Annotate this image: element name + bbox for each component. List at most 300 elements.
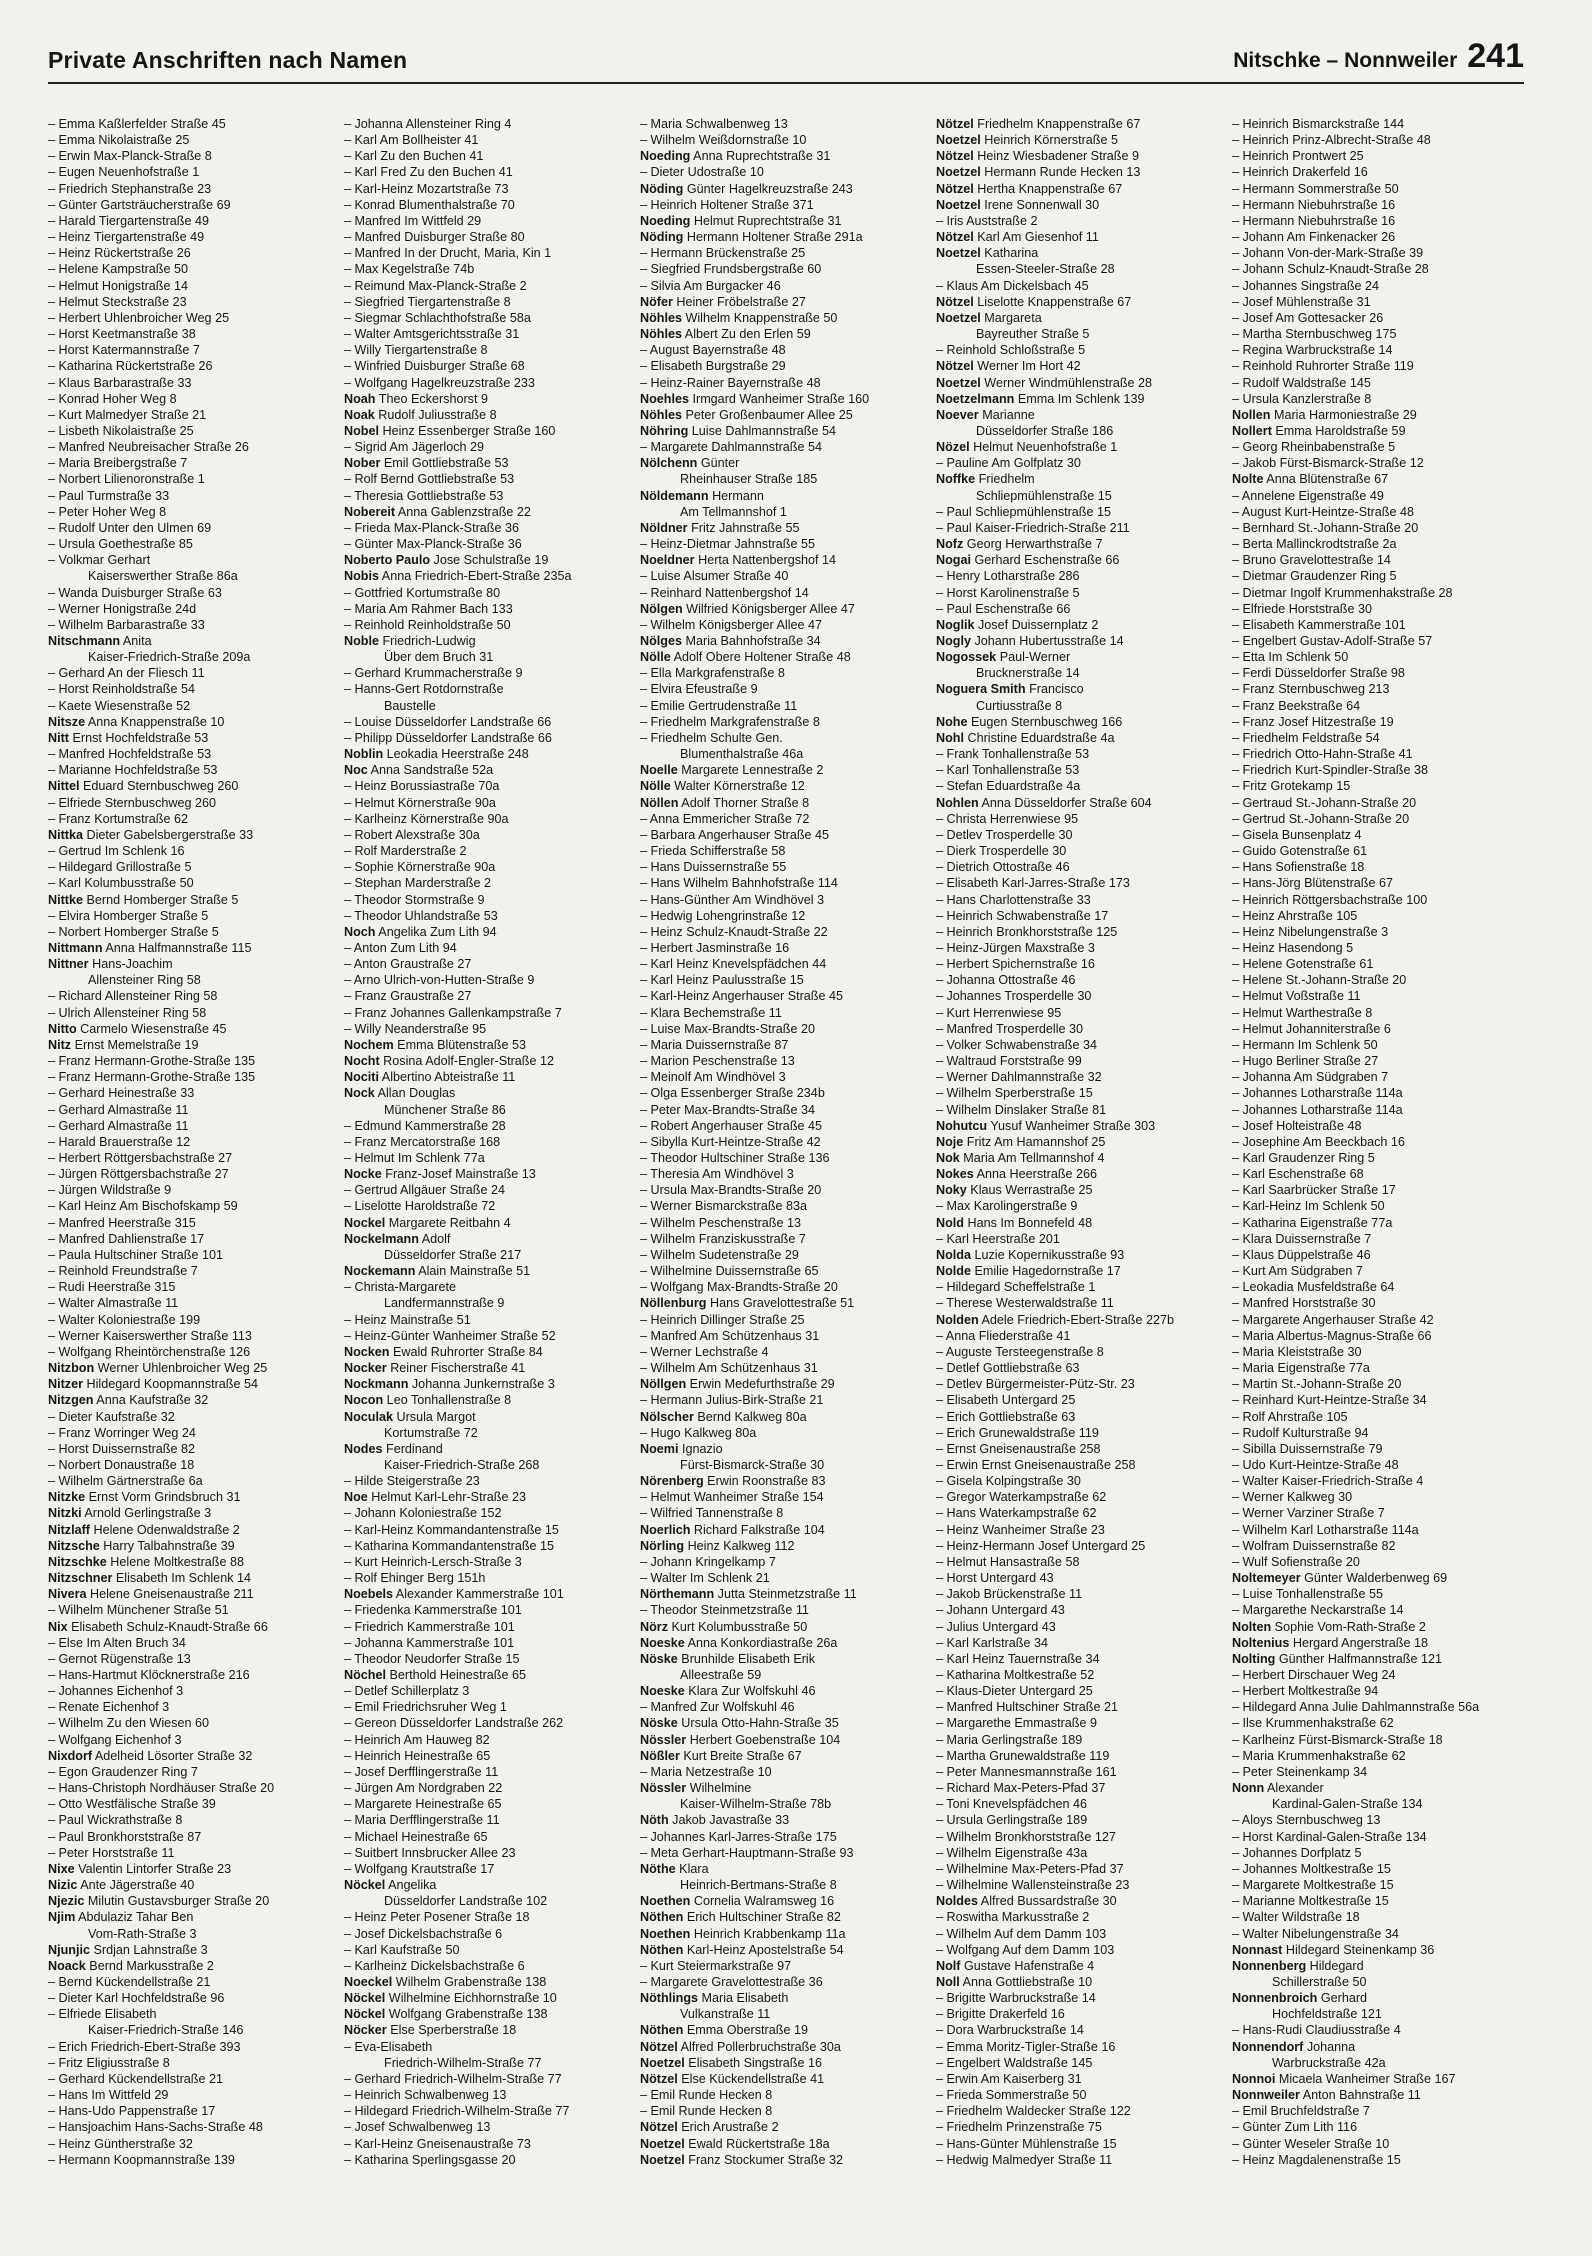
entry-text: – Silvia Am Burgacker 46 — [640, 278, 781, 293]
directory-entry — [48, 1893, 330, 1909]
directory-entry — [344, 665, 626, 681]
surname: Nößler — [640, 1748, 680, 1763]
directory-entry — [344, 536, 626, 552]
entry-text: – Walter Kaiser-Friedrich-Straße 4 — [1232, 1474, 1424, 1489]
directory-entry — [936, 908, 1218, 924]
entry-text: – Heinz Nibelungenstraße 3 — [1232, 924, 1389, 939]
directory-entry — [344, 1215, 626, 1231]
entry-text: Curtiusstraße 8 — [976, 698, 1063, 713]
entry-text: Dieter Gabelsbergerstraße 33 — [83, 827, 254, 842]
directory-entry — [344, 956, 626, 972]
directory-entry — [48, 1796, 330, 1812]
surname: Nöthen — [640, 2023, 684, 2038]
directory-entry — [1232, 1602, 1514, 1618]
directory-entry — [936, 972, 1218, 988]
entry-text: – Johanna Kammerstraße 101 — [344, 1635, 515, 1650]
surname: Nofz — [936, 537, 964, 552]
directory-entry — [344, 439, 626, 455]
entry-text: – Margarete Gravelottestraße 36 — [640, 1974, 823, 1989]
directory-entry — [344, 1748, 626, 1764]
directory-entry — [936, 1909, 1218, 1925]
entry-text: Emma Oberstraße 19 — [683, 2023, 808, 2038]
directory-entry — [48, 681, 330, 697]
entry-text: – Heinrich Am Hauweg 82 — [344, 1732, 490, 1747]
entry-text: Anna Halfmannstraße 115 — [102, 940, 252, 955]
entry-text: Irene Sonnenwall 30 — [980, 197, 1100, 212]
entry-text: – Wolfgang Hagelkreuzstraße 233 — [344, 375, 535, 390]
entry-text: – Heinz Güntherstraße 32 — [48, 2136, 193, 2151]
entry-text: – Heinrich Prinz-Albrecht-Straße 48 — [1232, 133, 1431, 148]
directory-entry — [48, 342, 330, 358]
entry-text: – Jakob Brückenstraße 11 — [936, 1587, 1083, 1602]
directory-entry — [1232, 536, 1514, 552]
directory-entry — [936, 504, 1218, 520]
surname: Nober — [344, 456, 381, 471]
directory-entry — [936, 1505, 1218, 1521]
directory-entry — [48, 1344, 330, 1360]
directory-entry — [936, 278, 1218, 294]
entry-text: – Karlheinz Dickelsbachstraße 6 — [344, 1958, 525, 1973]
entry-text: Kaiser-Wilhelm-Straße 78b — [680, 1797, 832, 1812]
directory-entry — [640, 1554, 922, 1570]
entry-text: – Helene Kampstraße 50 — [48, 262, 189, 277]
directory-entry — [640, 1198, 922, 1214]
directory-entry — [1232, 2087, 1514, 2103]
directory-entry — [640, 892, 922, 908]
directory-entry — [640, 1425, 922, 1441]
entry-text: – Helene St.-Johann-Straße 20 — [1232, 973, 1407, 988]
directory-entry — [936, 1602, 1218, 1618]
entry-text: Am Tellmannshof 1 — [680, 504, 787, 519]
entry-text: – Bruno Gravelottestraße 14 — [1232, 553, 1391, 568]
directory-entry — [344, 972, 626, 988]
surname: Nörling — [640, 1538, 685, 1553]
directory-entry — [344, 1732, 626, 1748]
directory-entry — [936, 1328, 1218, 1344]
entry-text: – Fritz Grotekamp 15 — [1232, 779, 1351, 794]
entry-text: – Emil Runde Hecken 8 — [640, 2104, 773, 2119]
surname: Noeske — [640, 1635, 685, 1650]
entry-text: – Wilfried Tannenstraße 8 — [640, 1506, 784, 1521]
directory-entry — [640, 681, 922, 697]
surname: Nöske — [640, 1716, 678, 1731]
directory-entry — [936, 665, 1218, 681]
entry-text: Kortumstraße 72 — [384, 1425, 478, 1440]
directory-entry — [936, 342, 1218, 358]
entry-text: – Wolfgang Eichenhof 3 — [48, 1732, 182, 1747]
directory-entry — [1232, 213, 1514, 229]
entry-text: – Karl Tonhallenstraße 53 — [936, 763, 1080, 778]
entry-text: Ursula Otto-Hahn-Straße 35 — [677, 1716, 839, 1731]
directory-entry — [344, 1715, 626, 1731]
directory-entry — [640, 423, 922, 439]
entry-text: Adolf Obere Holtener Straße 48 — [670, 650, 851, 665]
entry-text: – Paul Eschenstraße 66 — [936, 601, 1071, 616]
directory-entry — [936, 1861, 1218, 1877]
directory-entry — [344, 617, 626, 633]
directory-entry — [936, 2006, 1218, 2022]
entry-text: – Christa-Margarete — [344, 1280, 456, 1295]
entry-text: – Reinhold Ruhrorter Straße 119 — [1232, 359, 1414, 374]
entry-text: Eduard Sternbuschweg 260 — [79, 779, 239, 794]
directory-entry — [1232, 326, 1514, 342]
directory-entry — [48, 2006, 330, 2022]
directory-entry — [344, 1845, 626, 1861]
entry-text: Anna Sandstraße 52a — [367, 763, 494, 778]
entry-text: – Gisela Kolpingstraße 30 — [936, 1474, 1081, 1489]
entry-text: Kaiser-Friedrich-Straße 146 — [88, 2023, 244, 2038]
directory-entry — [640, 1134, 922, 1150]
directory-entry — [1232, 730, 1514, 746]
entry-text: – Franz Mercatorstraße 168 — [344, 1134, 501, 1149]
directory-entry — [640, 310, 922, 326]
directory-entry — [640, 2136, 922, 2152]
entry-text: – Hans-Hartmut Klöcknerstraße 216 — [48, 1668, 250, 1682]
entry-text: – Maria Netzestraße 10 — [640, 1764, 772, 1779]
surname: Nittel — [48, 779, 80, 794]
surname: Nöcker — [344, 2023, 387, 2038]
directory-entry — [344, 1667, 626, 1683]
directory-entry — [1232, 229, 1514, 245]
entry-text: – Eugen Neuenhofstraße 1 — [48, 165, 200, 180]
entry-text: Heiner Fröbelstraße 27 — [672, 294, 806, 309]
surname: Nölgen — [640, 601, 683, 616]
entry-text: – Liselotte Haroldstraße 72 — [344, 1199, 496, 1214]
surname: Njezic — [48, 1894, 85, 1909]
directory-entry — [48, 1312, 330, 1328]
directory-entry — [640, 1715, 922, 1731]
directory-entry — [640, 1619, 922, 1635]
entry-text: – Maria Krummenhakstraße 62 — [1232, 1748, 1406, 1763]
entry-text: Emma Im Schlenk 139 — [1014, 391, 1145, 406]
directory-entry — [48, 1279, 330, 1295]
directory-entry — [936, 1732, 1218, 1748]
surname: Nöthe — [640, 1861, 676, 1876]
entry-text: – Johanna Am Südgraben 7 — [1232, 1070, 1389, 1085]
entry-text: Helene Gneisenaustraße 211 — [86, 1587, 254, 1602]
entry-text: – Hermann Niebuhrstraße 16 — [1232, 213, 1396, 228]
directory-entry — [936, 245, 1218, 261]
directory-entry — [48, 2152, 330, 2168]
entry-text: – Hanns-Gert Rotdornstraße — [344, 682, 504, 697]
entry-text: Karl-Heinz Apostelstraße 54 — [683, 1942, 844, 1957]
directory-entry — [48, 1198, 330, 1214]
directory-entry — [48, 924, 330, 940]
surname: Nitzke — [48, 1490, 86, 1505]
entry-text: – Udo Kurt-Heintze-Straße 48 — [1232, 1457, 1399, 1472]
entry-text: – Paul Wickrathstraße 8 — [48, 1813, 183, 1828]
entry-text: Hildegard Steinenkamp 36 — [1282, 1942, 1435, 1957]
directory-entry — [640, 811, 922, 827]
directory-entry — [48, 423, 330, 439]
directory-entry — [1232, 2136, 1514, 2152]
surname: Nötzel — [936, 230, 974, 245]
directory-entry — [48, 1182, 330, 1198]
directory-entry — [344, 1926, 626, 1942]
directory-entry — [48, 811, 330, 827]
entry-text: Alexander Kammerstraße 101 — [393, 1587, 564, 1602]
entry-text: – Bernhard St.-Johann-Straße 20 — [1232, 520, 1419, 535]
surname: Noack — [48, 1958, 86, 1973]
directory-entry — [344, 1829, 626, 1845]
entry-text: – Johann Am Finkenacker 26 — [1232, 230, 1396, 245]
surname: Nöske — [640, 1651, 678, 1666]
directory-entry — [48, 504, 330, 520]
entry-text: Friedhelm — [975, 472, 1035, 487]
directory-entry — [48, 1166, 330, 1182]
directory-entry — [640, 1667, 922, 1683]
entry-text: Hertha Knappenstraße 67 — [973, 181, 1123, 196]
entry-text: Heinrich-Bertmans-Straße 8 — [680, 1878, 837, 1893]
directory-entry — [48, 1037, 330, 1053]
surname: Nollen — [1232, 407, 1271, 422]
surname: Nolting — [1232, 1651, 1276, 1666]
entry-text: – Theodor Steinmetzstraße 11 — [640, 1603, 809, 1618]
entry-text: Anna Heerstraße 266 — [973, 1167, 1098, 1182]
entry-text: – Hans-Udo Pappenstraße 17 — [48, 2104, 216, 2119]
directory-entry — [640, 375, 922, 391]
surname: Nölscher — [640, 1409, 694, 1424]
directory-entry — [48, 1619, 330, 1635]
directory-entry — [640, 1150, 922, 1166]
entry-text: – Günter Zum Lith 116 — [1232, 2120, 1358, 2135]
directory-entry — [48, 2022, 330, 2038]
entry-text: – Karl Karlstraße 34 — [936, 1635, 1048, 1650]
entry-text: – Margarete Angerhauser Straße 42 — [1232, 1312, 1434, 1327]
surname: Nitzsche — [48, 1538, 100, 1553]
directory-entry — [1232, 1166, 1514, 1182]
directory-entry — [344, 504, 626, 520]
entry-text: Fritz Jahnstraße 55 — [687, 520, 800, 535]
directory-column-3 — [640, 116, 922, 2236]
entry-text: Peter Großenbaumer Allee 25 — [682, 407, 853, 422]
directory-entry — [936, 1425, 1218, 1441]
directory-entry — [936, 407, 1218, 423]
directory-entry — [936, 714, 1218, 730]
entry-text: – Manfred Trosperdelle 30 — [936, 1021, 1084, 1036]
entry-text: Wolfgang Grabenstraße 138 — [385, 2007, 548, 2022]
entry-text: – Margarete Moltkestraße 15 — [1232, 1878, 1394, 1893]
surname: Nix — [48, 1619, 68, 1634]
entry-text: – Karl Am Bollheister 41 — [344, 133, 479, 148]
surname: Nöckel — [344, 1991, 386, 2006]
surname: Nötzel — [640, 2120, 678, 2135]
directory-entry — [48, 1909, 330, 1925]
directory-entry — [1232, 1069, 1514, 1085]
directory-entry — [344, 1812, 626, 1828]
entry-text: – Paul Bronkhorststraße 87 — [48, 1829, 202, 1844]
entry-text: – Manfred Hochfeldstraße 53 — [48, 747, 212, 762]
directory-entry — [344, 2136, 626, 2152]
directory-entry — [1232, 520, 1514, 536]
directory-entry — [1232, 1780, 1514, 1796]
entry-text: – Josef Am Gottesacker 26 — [1232, 310, 1384, 325]
surname: Nitzschner — [48, 1571, 113, 1586]
entry-text: – Margarete Dahlmannstraße 54 — [640, 440, 823, 455]
directory-entry — [640, 665, 922, 681]
entry-text: – Heinz Tiergartenstraße 49 — [48, 230, 205, 245]
surname: Nolden — [936, 1312, 979, 1327]
entry-text: – Wilhelm Zu den Wiesen 60 — [48, 1716, 209, 1731]
entry-text: Anna Friedrich-Ebert-Straße 235a — [378, 569, 572, 584]
directory-entry — [1232, 471, 1514, 487]
directory-entry — [48, 116, 330, 132]
entry-text: – Harald Tiergartenstraße 49 — [48, 213, 210, 228]
entry-text: Erwin Medefurthstraße 29 — [686, 1377, 835, 1392]
entry-text: – Gerhard Friedrich-Wilhelm-Straße 77 — [344, 2071, 562, 2086]
directory-entry — [48, 326, 330, 342]
directory-entry — [1232, 2022, 1514, 2038]
directory-entry — [344, 730, 626, 746]
directory-entry — [344, 181, 626, 197]
page-header — [48, 37, 1524, 80]
entry-text: Milutin Gustavsburger Straße 20 — [84, 1894, 270, 1909]
directory-entry — [344, 1974, 626, 1990]
directory-entry — [1232, 1667, 1514, 1683]
directory-entry — [48, 988, 330, 1004]
directory-entry — [344, 164, 626, 180]
entry-text: – Winfried Duisburger Straße 68 — [344, 359, 525, 374]
directory-entry — [48, 2039, 330, 2055]
entry-text: – Michael Heinestraße 65 — [344, 1829, 488, 1844]
entry-text: Schliepmühlenstraße 15 — [976, 488, 1112, 503]
entry-text: Albertino Abteistraße 11 — [378, 1070, 516, 1085]
surname: Nötzel — [936, 117, 974, 131]
entry-text: Fritz Am Hamannshof 25 — [963, 1134, 1106, 1149]
directory-entry — [1232, 164, 1514, 180]
entry-text: Werner Im Hort 42 — [973, 359, 1081, 374]
directory-entry — [936, 1457, 1218, 1473]
entry-text: – Frank Tonhallenstraße 53 — [936, 747, 1090, 762]
directory-entry — [48, 714, 330, 730]
directory-entry — [936, 197, 1218, 213]
directory-column-5 — [1232, 116, 1514, 2236]
directory-entry — [640, 1328, 922, 1344]
directory-entry — [640, 164, 922, 180]
directory-entry — [640, 1166, 922, 1182]
directory-entry — [936, 455, 1218, 471]
directory-entry — [640, 455, 922, 471]
directory-entry — [936, 1990, 1218, 2006]
directory-entry — [640, 1958, 922, 1974]
entry-text: – Horst Keetmanstraße 38 — [48, 327, 196, 342]
entry-text: – Wilhelm Weißdornstraße 10 — [640, 133, 807, 148]
entry-text: – Margarethe Emmastraße 9 — [936, 1716, 1097, 1731]
entry-text: – Friedenka Kammerstraße 101 — [344, 1603, 522, 1618]
directory-entry — [936, 1635, 1218, 1651]
entry-text: – Dietmar Ingolf Krummenhakstraße 28 — [1232, 585, 1453, 600]
surname: Nittke — [48, 892, 83, 907]
directory-entry — [640, 1005, 922, 1021]
entry-text: Anna Gottliebstraße 10 — [959, 1974, 1093, 1989]
entry-text: – Heinz Peter Posener Straße 18 — [344, 1910, 530, 1925]
directory-entry — [1232, 988, 1514, 1004]
entry-text: – Wilhelm Peschenstraße 13 — [640, 1215, 801, 1230]
directory-entry — [48, 1554, 330, 1570]
entry-text: Fürst-Bismarck-Straße 30 — [680, 1457, 825, 1472]
entry-text: – Wolfgang Krautstraße 17 — [344, 1861, 495, 1876]
entry-text: – Heinz Wanheimer Straße 23 — [936, 1522, 1105, 1537]
entry-text: – Helmut Johanniterstraße 6 — [1232, 1021, 1391, 1036]
entry-text: – Hermann Niebuhrstraße 16 — [1232, 197, 1396, 212]
directory-entry — [936, 1893, 1218, 1909]
directory-entry — [1232, 407, 1514, 423]
entry-text: – Maria Derfflingerstraße 11 — [344, 1813, 500, 1828]
entry-text: – Regina Warbruckstraße 14 — [1232, 343, 1393, 358]
entry-text: – Jürgen Röttgersbachstraße 27 — [48, 1167, 229, 1182]
directory-entry — [344, 875, 626, 891]
directory-entry — [640, 1699, 922, 1715]
entry-text: Valentin Lintorfer Straße 23 — [74, 1861, 232, 1876]
directory-entry — [1232, 908, 1514, 924]
directory-entry — [640, 908, 922, 924]
entry-text: – Maria Duissernstraße 87 — [640, 1037, 789, 1052]
directory-entry — [48, 1134, 330, 1150]
directory-entry — [1232, 1392, 1514, 1408]
directory-entry — [344, 1392, 626, 1408]
entry-text: Helmut Karl-Lehr-Straße 23 — [367, 1490, 526, 1505]
entry-text: – Marion Peschenstraße 13 — [640, 1054, 795, 1069]
directory-entry — [48, 358, 330, 374]
directory-entry — [1232, 1619, 1514, 1635]
directory-entry — [344, 471, 626, 487]
entry-text: Ursula Margot — [393, 1409, 476, 1424]
entry-text: Rosina Adolf-Engler-Straße 12 — [379, 1054, 554, 1069]
directory-entry — [48, 1263, 330, 1279]
directory-entry — [640, 1263, 922, 1279]
directory-entry — [640, 601, 922, 617]
surname: Noeske — [640, 1684, 685, 1699]
entry-text: – Theresia Am Windhövel 3 — [640, 1167, 794, 1182]
entry-text: – Hugo Kalkweg 80a — [640, 1425, 757, 1440]
directory-entry — [344, 391, 626, 407]
entry-text: – Johann Von-der-Mark-Straße 39 — [1232, 246, 1424, 261]
entry-text: Wilhelmine — [686, 1781, 752, 1796]
directory-entry — [344, 1344, 626, 1360]
directory-entry — [48, 1602, 330, 1618]
entry-text: – Karl-Heinz Kommandantenstraße 15 — [344, 1522, 559, 1537]
directory-entry — [48, 1877, 330, 1893]
surname: Nogly — [936, 634, 971, 648]
directory-entry — [640, 762, 922, 778]
surname: Noble — [344, 634, 379, 648]
directory-entry — [936, 1247, 1218, 1263]
directory-entry — [1232, 1295, 1514, 1311]
entry-text: – Meta Gerhart-Hauptmann-Straße 93 — [640, 1845, 854, 1860]
directory-entry — [640, 2039, 922, 2055]
entry-text: Anna Gablenzstraße 22 — [395, 504, 531, 519]
directory-entry — [1232, 197, 1514, 213]
entry-text: – Theresia Gottliebstraße 53 — [344, 488, 504, 503]
entry-text: Helmut Ruprechtstraße 31 — [690, 213, 842, 228]
entry-text: – Wolfgang Rheintörchenstraße 126 — [48, 1344, 251, 1359]
surname: Nöhles — [640, 327, 682, 342]
surname: Noetzel — [640, 2055, 685, 2070]
directory-entry — [48, 1780, 330, 1796]
directory-entry — [936, 148, 1218, 164]
entry-text: – Karl-Heinz Im Schlenk 50 — [1232, 1199, 1385, 1214]
entry-text: – August Bayernstraße 48 — [640, 343, 786, 358]
entry-text: – Berta Mallinckrodtstraße 2a — [1232, 537, 1397, 552]
entry-text: – Reimund Max-Planck-Straße 2 — [344, 278, 527, 293]
entry-text: – Hans Sofienstraße 18 — [1232, 860, 1365, 875]
directory-entry — [344, 278, 626, 294]
entry-text: – Horst Kardinal-Galen-Straße 134 — [1232, 1829, 1427, 1844]
directory-entry — [936, 1683, 1218, 1699]
directory-entry — [936, 164, 1218, 180]
directory-entry — [48, 1812, 330, 1828]
directory-entry — [640, 1812, 922, 1828]
